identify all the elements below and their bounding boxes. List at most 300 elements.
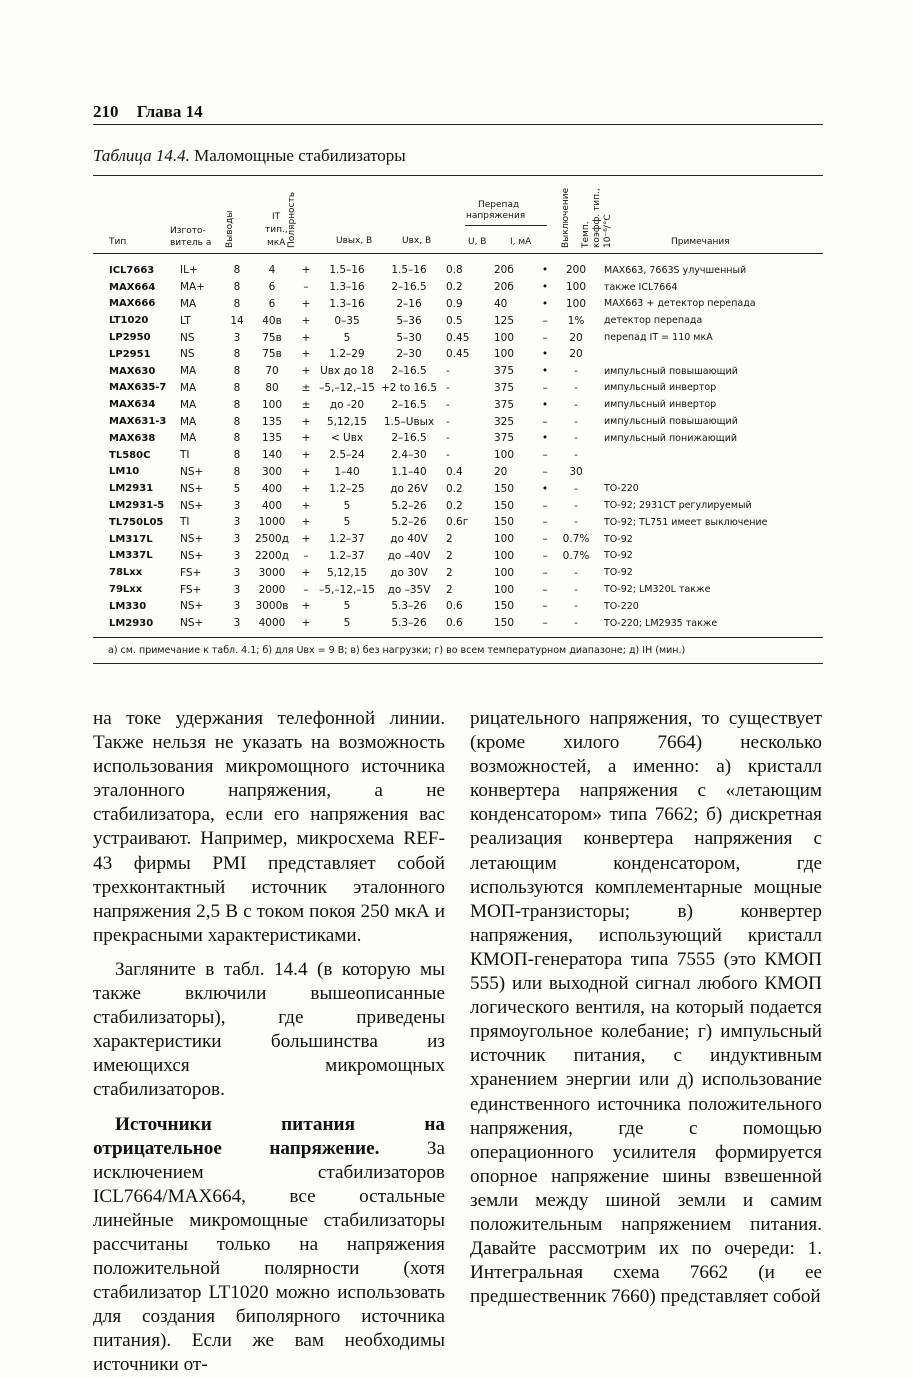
table-cell: NS+ [180, 499, 204, 512]
table-cell: 8 [233, 398, 241, 411]
table-cell: - [446, 365, 450, 378]
table-cell: 8 [233, 465, 241, 478]
table-cell: + [301, 516, 311, 529]
table-cell: – [542, 600, 548, 613]
table-cell: NS+ [180, 600, 204, 613]
table-cell: < Uвх [330, 432, 364, 445]
table-cell: 3 [233, 516, 241, 529]
table-cell: • [541, 281, 549, 294]
table-row [93, 396, 823, 413]
th-maker-line2: витель а [170, 238, 212, 248]
th-notes: Примечания [671, 237, 730, 247]
table-cell: NS+ [180, 549, 204, 562]
table-cell: • [541, 348, 549, 361]
table-cell: NS+ [180, 465, 204, 478]
table-cell: - [574, 398, 578, 411]
table-cell: 8 [233, 297, 241, 310]
table-cell: LM317L [109, 533, 153, 545]
paragraph: на токе удержания телефонной линии. Также нельзя не указать на возможность использования микромощного источника эталонного напряжения, а не стабилизатора, если его напряжения вас устраивают. Например, микросхема REF-43 фирмы PMI представляет собой трехконтактный источник эталонного напряжения 2,5 В с током покоя 250 мкА и прекрасными характеристиками. [93, 708, 445, 946]
table-cell: – [542, 331, 548, 344]
table-cell: перепад IТ = 110 мкА [604, 332, 713, 344]
table-bottom-rule [93, 637, 823, 638]
table-cell: 3 [233, 533, 241, 546]
table-row [93, 363, 823, 380]
table-row [93, 380, 823, 397]
table-row [93, 413, 823, 430]
table-cell: TI [180, 516, 190, 529]
table-cell: 100 [494, 583, 515, 596]
table-cell: ± [301, 398, 311, 411]
th-uout: Uвых, В [336, 236, 373, 246]
table-cell: +2 to 16.5 [380, 381, 438, 394]
table-cell: – [303, 549, 309, 562]
table-cell: ± [301, 381, 311, 394]
table-cell: LM2930 [109, 617, 154, 629]
table-row [93, 329, 823, 346]
table-cell: 20 [569, 331, 583, 344]
table-cell: 5 [343, 617, 351, 630]
table-cell: - [446, 432, 450, 445]
table-cell [596, 447, 823, 464]
table-cell: MA+ [180, 281, 206, 294]
table-cell: 2 [446, 566, 453, 579]
table-cell [596, 464, 823, 481]
table-cell: 8 [233, 381, 241, 394]
table-cell: LP2951 [109, 348, 151, 360]
table-cell: 1.1–40 [391, 465, 427, 478]
table-cell: 2000 [258, 583, 286, 596]
th-it-line1: IТ [272, 212, 281, 222]
table-row [93, 564, 823, 581]
table-cell: + [301, 566, 311, 579]
table-cell: + [301, 482, 311, 495]
table-cell: NS+ [180, 617, 204, 630]
table-cell: 135 [261, 415, 283, 428]
table-cell: – [542, 415, 548, 428]
table-cell: 1–40 [334, 465, 360, 478]
table-cell: • [541, 264, 549, 277]
table-cell: 6 [268, 297, 276, 310]
table-row [93, 430, 823, 447]
table-cell: ТО-220 [604, 600, 639, 612]
table-cell: 0.6 [446, 617, 463, 630]
table-cell: - [574, 499, 578, 512]
table-cell: - [446, 449, 450, 462]
table-row [93, 598, 823, 615]
table-cell: - [574, 482, 578, 495]
table-cell: 200 [565, 264, 587, 277]
table-row [93, 480, 823, 497]
table-cell: TL580C [109, 449, 151, 461]
table-cell: MA [180, 365, 197, 378]
table-cell: 1.3–16 [329, 297, 365, 310]
table-cell: TI [180, 449, 190, 462]
table-cell: MAX664 [109, 281, 156, 293]
table-cell: 40в [262, 314, 282, 327]
table-cell: ТО-92; TL751 имеет выключение [604, 516, 768, 528]
table-row [93, 312, 823, 329]
table-cell: 6 [268, 281, 276, 294]
table-cell: - [574, 415, 578, 428]
table-cell: + [301, 499, 311, 512]
table-cell: импульсный повышающий [604, 416, 738, 428]
table-cell: 100 [261, 398, 283, 411]
table-cell: – [303, 281, 309, 294]
table-cell: MAX635-7 [109, 382, 167, 394]
table-cell: 3 [233, 331, 241, 344]
table-row [93, 531, 823, 548]
table-cell: до 26V [390, 482, 428, 495]
table-cell: TL750L05 [109, 516, 164, 528]
table-cell: 0.6 [446, 600, 463, 613]
table-cell: 2 [446, 533, 453, 546]
table-cell: + [301, 348, 311, 361]
table-cell: 135 [261, 432, 283, 445]
th-uin: Uвх, В [402, 236, 432, 246]
table-cell: 8 [233, 264, 241, 277]
table-cell: 100 [494, 348, 515, 361]
th-type: Тип [109, 237, 127, 247]
table-cell: 100 [494, 549, 515, 562]
th-polarity: Полярность [287, 191, 297, 248]
table-cell: 40 [494, 297, 508, 310]
table-cell: LM2931-5 [109, 500, 165, 512]
table-cell: MAX638 [109, 432, 156, 444]
table-cell: 2–16 [396, 297, 422, 310]
table-cell: МАХ663, 7663S улучшенный [604, 264, 747, 276]
table-cell: 140 [261, 449, 283, 462]
paragraph: Загляните в табл. 14.4 (в которую мы также включили вышеописанные стабилизаторы), где приведены характеристики большинства из имеющихся микромощных стабилизаторов. [93, 958, 445, 1101]
table-cell: 0.4 [446, 465, 463, 478]
table-cell: 150 [494, 482, 515, 495]
table-cell: - [574, 600, 578, 613]
table-cell: 1.5–16 [391, 264, 427, 277]
table-cell: 1.2–37 [329, 533, 365, 546]
chapter-title: Глава 14 [136, 102, 203, 121]
table-cell: MA [180, 381, 197, 394]
th-tempco-line2: коэфф. тип., [592, 188, 602, 248]
table-cell: 1.5–Uвых [383, 415, 435, 428]
table-cell: 2 [446, 583, 453, 596]
table-cell: 1000 [258, 516, 286, 529]
table-cell: 100 [494, 566, 515, 579]
table-row [93, 548, 823, 565]
table-cell: 5.2–26 [391, 516, 427, 529]
table-cell: + [301, 617, 311, 630]
table-cell: 2–30 [396, 348, 422, 361]
table-cell: ТО-92; 2931СТ регулируемый [604, 500, 752, 512]
table-cell: 3000в [255, 600, 289, 613]
stabilizer-table [93, 262, 823, 632]
th-tempco-line3: 10⁻⁶/°С [603, 214, 613, 248]
th-dropout-i: I, мА [510, 237, 532, 247]
table-cell: 1% [567, 314, 585, 327]
table-cell: до 30V [390, 566, 428, 579]
table-cell: LM330 [109, 600, 147, 612]
table-cell: 5–30 [396, 331, 422, 344]
table-cell: до –35V [387, 583, 431, 596]
table-cell: ТО-92 [604, 533, 633, 545]
table-cell: NS+ [180, 533, 204, 546]
table-cell: MAX634 [109, 399, 156, 411]
table-cell: 5.3–26 [391, 600, 427, 613]
table-cell: 8 [233, 348, 241, 361]
dropout-rule [465, 225, 547, 226]
table-cell: 75в [262, 331, 282, 344]
table-cell: до –40V [387, 549, 431, 562]
table-cell: 2 [446, 549, 453, 562]
table-cell: 5–36 [396, 314, 422, 327]
paragraph [93, 1113, 445, 1378]
th-it-line3: мкА [267, 238, 286, 248]
table-cell: - [446, 381, 450, 394]
table-cell: 1.3–16 [329, 281, 365, 294]
table-cell: 0.45 [446, 348, 470, 361]
paragraph-text: За исключением стабилизаторов ICL7664/MAX664, все остальные линейные микромощные стабилизаторы рассчитаны только на напряжения положительной полярности (хотя стабилизатор LT1020 можно использовать для создания биполярного источника питания). Если же вам необходимы источники от- [93, 1137, 445, 1376]
table-cell: 0.2 [446, 499, 463, 512]
table-cell: детектор перепада [604, 315, 703, 327]
table-cell: - [446, 398, 450, 411]
table-cell: FS+ [180, 566, 202, 579]
table-cell: – [542, 549, 548, 562]
table-cell: импульсный понижающий [604, 432, 738, 444]
table-cell: ТО-92 [604, 567, 633, 579]
table-cell: + [301, 432, 311, 445]
table-header-rule [93, 253, 823, 254]
table-cell: 0.45 [446, 331, 470, 344]
table-cell: 1.2–29 [329, 348, 365, 361]
table-cell: + [301, 365, 311, 378]
table-cell: 375 [494, 432, 515, 445]
table-row [93, 262, 823, 279]
table-cell: NS+ [180, 482, 204, 495]
table-cell: 0–35 [334, 314, 360, 327]
table-cell: 400 [261, 499, 283, 512]
table-cell: + [301, 415, 311, 428]
table-cell: – [542, 566, 548, 579]
table-cell: 0.6г [446, 516, 469, 529]
table-cell: 2–16.5 [391, 432, 427, 445]
table-cell: 5 [343, 600, 351, 613]
table-cell: IL+ [180, 264, 198, 277]
table-cell: 0.5 [446, 314, 463, 327]
table-cell: также ICL7664 [604, 281, 678, 293]
right-column [470, 707, 822, 1309]
table-cell: MAX630 [109, 365, 156, 377]
table-cell: MAX666 [109, 298, 156, 310]
table-cell: 5 [343, 331, 351, 344]
table-cell: 5,12,15 [326, 566, 368, 579]
table-cell: 1.2–37 [329, 549, 365, 562]
table-cell: LT1020 [109, 315, 149, 327]
table-cell: + [301, 600, 311, 613]
table-cell: 20 [494, 465, 508, 478]
table-cell: LP2950 [109, 332, 151, 344]
table-cell: - [574, 566, 578, 579]
table-cell: 0.9 [446, 297, 463, 310]
table-cell: 100 [494, 533, 515, 546]
table-cell: 2.4–30 [391, 449, 427, 462]
table-cell: + [301, 465, 311, 478]
table-cell: 100 [565, 297, 587, 310]
table-cell: 0.2 [446, 482, 463, 495]
table-cell: LM10 [109, 466, 140, 478]
table-cell: 375 [494, 381, 515, 394]
table-cell: 4000 [258, 617, 286, 630]
table-cell: 125 [494, 314, 515, 327]
table-cell: + [301, 297, 311, 310]
table-cell: 14 [230, 314, 244, 327]
table-cell: MA [180, 297, 197, 310]
paragraph: рицательного напряжения, то существует (кроме хилого 7664) несколько возможностей, а именно: а) кристалл конвертера напряжения с «летающим конденсатором» типа 7662; б) дискретная реализация конвертера напряжения с летающим конденсатором, где используются комплементарные мощные МОП-транзисторы; в) конвертер напряжения, использующий кристалл КМОП-генератора типа 7555 (это КМОП 555) или выходной сигнал любого КМОП логического вентиля, на который подается прямоугольное колебание; г) импульсный источник питания, с индуктивным хранением энергии или д) использование единственного источника положительного напряжения, где с помощью операционного усилителя формируется опорное напряжение шины взвешенной земли между шиной земли и самим положительным напряжением питания. Давайте рассмотрим их по очереди: 1. Интегральная схема 7662 (и ее предшественник 7660) представляет собой [470, 708, 822, 1308]
table-cell: 150 [494, 516, 515, 529]
table-row [93, 296, 823, 313]
table-label: Таблица 14.4. [93, 146, 190, 165]
table-title: Маломощные стабилизаторы [194, 146, 406, 165]
table-cell: 2–16.5 [391, 281, 427, 294]
table-cell: LM2931 [109, 483, 154, 495]
table-row [93, 464, 823, 481]
table-top-rule [93, 175, 823, 176]
table-cell: – [542, 583, 548, 596]
table-cell: • [541, 398, 549, 411]
table-cell: - [574, 516, 578, 529]
table-cell: • [541, 482, 549, 495]
table-cell: - [574, 617, 578, 630]
table-cell: 0.7% [562, 549, 590, 562]
table-cell: – [542, 465, 548, 478]
table-cell: - [574, 583, 578, 596]
table-cell: 5.3–26 [391, 617, 427, 630]
table-cell: 75в [262, 348, 282, 361]
table-cell: 2.5–24 [329, 449, 365, 462]
table-cell: MA [180, 432, 197, 445]
table-cell: 2–16.5 [391, 398, 427, 411]
table-cell: 4 [268, 264, 276, 277]
table-cell: 8 [233, 432, 241, 445]
table-cell: 80 [265, 381, 279, 394]
th-dropout-u: U, В [468, 237, 487, 247]
table-cell: - [574, 449, 578, 462]
table-cell: 150 [494, 617, 515, 630]
table-cell: 5,12,15 [326, 415, 368, 428]
table-cell: 150 [494, 600, 515, 613]
table-cell: – [542, 381, 548, 394]
table-cell: FS+ [180, 583, 202, 596]
table-row [93, 497, 823, 514]
table-cell: 3 [233, 566, 241, 579]
table-cell: • [541, 432, 549, 445]
table-cell: 79Lxx [109, 584, 143, 596]
table-cell: 3 [233, 499, 241, 512]
table-cell: 8 [233, 449, 241, 462]
table-cell: – [303, 583, 309, 596]
table-cell: 70 [265, 365, 279, 378]
table-cell: 2500д [255, 533, 289, 546]
table-cell: - [574, 381, 578, 394]
table-cell: до -20 [329, 398, 365, 411]
table-cell: - [446, 415, 450, 428]
th-maker-line1: Изгото- [170, 226, 206, 236]
table-cell: 3 [233, 617, 241, 630]
table-cell: 5.2–26 [391, 499, 427, 512]
table-cell: ТО-220 [604, 483, 639, 495]
table-cell: 20 [569, 348, 583, 361]
table-cell: 375 [494, 365, 515, 378]
table-cell: 3000 [258, 566, 286, 579]
table-cell: - [574, 432, 578, 445]
table-cell: 0.2 [446, 281, 463, 294]
table-cell: 8 [233, 281, 241, 294]
table-cell: – [542, 533, 548, 546]
th-dropout-line1: Перепад [478, 200, 520, 210]
table-row [93, 346, 823, 363]
table-cell: 100 [494, 331, 515, 344]
table-cell: 100 [494, 449, 515, 462]
table-cell: MA [180, 415, 197, 428]
th-dropout-line2: напряжения [466, 211, 526, 221]
table-cell: 2200д [255, 549, 289, 562]
table-cell: 3 [233, 549, 241, 562]
table-cell: 3 [233, 583, 241, 596]
left-column [93, 707, 445, 1378]
table-cell: - [574, 365, 578, 378]
table-cell: –5,–12,–15 [319, 381, 375, 394]
table-cell: – [542, 516, 548, 529]
table-row [93, 279, 823, 296]
table-cell: 8 [233, 365, 241, 378]
page-number: 210 [93, 102, 119, 121]
table-cell: + [301, 449, 311, 462]
table-cell: + [301, 331, 311, 344]
th-tempco-line1: Темп. [581, 221, 591, 248]
table-cell: 400 [261, 482, 283, 495]
section-heading: Источники питания на отрицательное напряжение. [93, 1113, 445, 1159]
footnote-rule [93, 663, 823, 664]
th-pins: Выводы [225, 210, 235, 248]
table-row [93, 581, 823, 598]
table-cell: 1.5–16 [329, 264, 365, 277]
table-cell: импульсный инвертор [604, 382, 717, 394]
table-cell: • [541, 297, 549, 310]
table-cell: + [301, 264, 311, 277]
table-cell: 5 [343, 516, 351, 529]
table-caption [93, 146, 406, 166]
table-cell: LM337L [109, 550, 153, 562]
table-cell: + [301, 314, 311, 327]
table-cell: 20б [494, 264, 514, 277]
table-cell: 300 [261, 465, 283, 478]
table-footnote: а) см. примечание к табл. 4.1; б) для Uвх = 9 В; в) без нагрузки; г) во всем температурном диапазоне; д) IН (мин.) [108, 645, 686, 656]
table-cell: ТО-92 [604, 550, 633, 562]
table-cell: 1.2–25 [329, 482, 365, 495]
table-cell: MAX631-3 [109, 416, 167, 428]
table-cell [596, 346, 823, 363]
running-header [93, 102, 203, 122]
table-cell: до 40V [390, 533, 428, 546]
table-cell: 78Lxx [109, 567, 143, 579]
table-cell: Uвх до 18 [320, 365, 374, 378]
table-cell: 325 [494, 415, 515, 428]
table-cell: 150 [494, 499, 515, 512]
table-cell: – [542, 449, 548, 462]
table-cell: ICL7663 [109, 264, 155, 276]
table-row [93, 615, 823, 632]
table-cell: MA [180, 398, 197, 411]
table-cell: ТО-220; LM2935 также [604, 617, 718, 629]
table-cell: NS [180, 331, 195, 344]
table-row [93, 447, 823, 464]
